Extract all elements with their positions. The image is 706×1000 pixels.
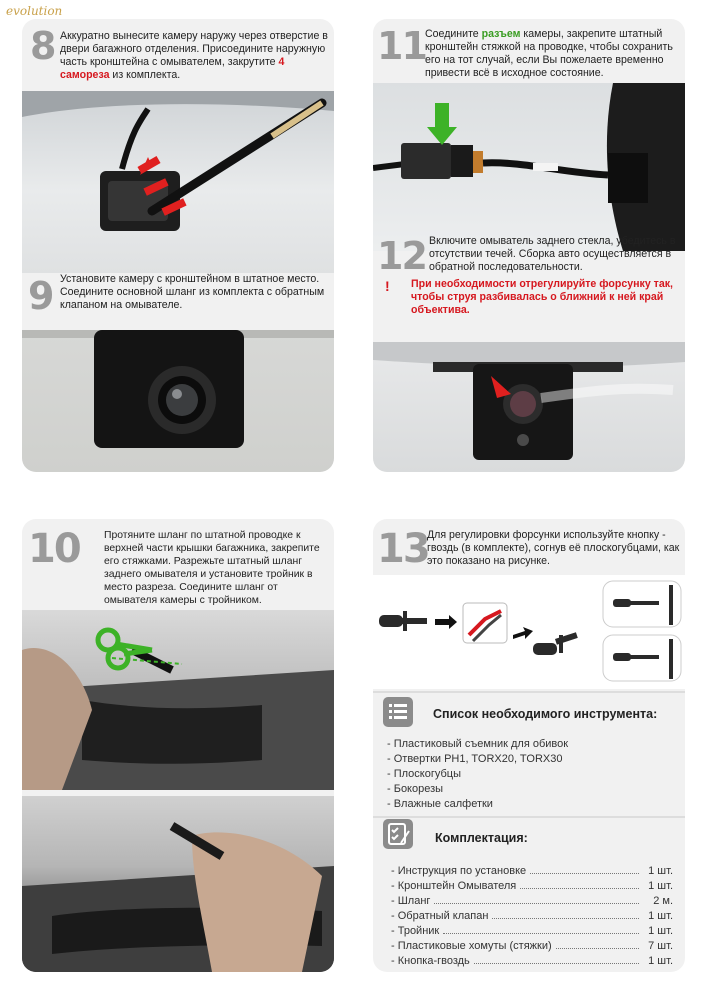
tool-item: - Влажные салфетки: [387, 798, 493, 810]
kit-item: - Кнопка-гвоздь 1 шт.: [391, 955, 673, 967]
tool-item: - Отвертки PH1, TORX20, TORX30: [387, 753, 563, 765]
card-step-10: [22, 519, 334, 972]
step-10-text: Протяните шланг по штатной проводке к верхней части крышки багажника, закрепите его стяжками. Разрежьте штатный шланг заднего омывателя и установите тройник в место разреза. Соедините шланг от омывателя камеры с тройником.: [104, 530, 320, 606]
tools-divider: [373, 691, 685, 693]
pliers-icon: [463, 603, 507, 643]
warning-icon: !: [385, 278, 390, 294]
tool-item: - Плоскогубцы: [387, 768, 461, 780]
step-9-number: 9: [28, 274, 53, 318]
step-12-number: 12: [377, 234, 426, 278]
step-9-text: Установите камеру с кронштейном в штатное место. Соедините основной шланг из комплекта с обратным клапаном на омывателе.: [60, 273, 325, 311]
kit-title: Комплектация:: [435, 831, 528, 845]
step-11-connector-highlight: разъем: [481, 28, 521, 40]
tools-title: Список необходимого инструмента:: [433, 707, 658, 721]
step-8-text: Аккуратно вынесите камеру наружу через отверстие в двери багажного отделения. Присоедините наружную часть кронштейна с омывателем, закрутите 4 самореза из комплекта.: [60, 30, 328, 81]
step-13-text: Для регулировки форсунки используйте кнопку - гвоздь (в комплекте), согнув её плоскогубцами, как это показано на рисунке.: [427, 529, 680, 567]
checklist-icon: [383, 819, 413, 849]
card-step-13: [373, 519, 685, 972]
step-9-photo: [22, 330, 334, 472]
step-8-photo: [22, 91, 334, 273]
push-nail-icon: [379, 611, 427, 631]
kit-item: - Инструкция по установке 1 шт.: [391, 865, 673, 877]
step-12-warning: При необходимости отрегулируйте форсунку так, чтобы струя разбивалась о ближний к ней край объектива.: [411, 278, 673, 316]
kit-divider: [373, 816, 685, 818]
step-12-photo: [373, 342, 685, 472]
step-11-text: Соедините разъем камеры, закрепите штатный кронштейн стяжкой на проводке, чтобы сохранить его на тот случай, если Вы пожелаете временно привести всё в исходное состояние.: [425, 28, 673, 79]
kit-item: - Кронштейн Омывателя 1 шт.: [391, 880, 673, 892]
step-13-number: 13: [377, 526, 429, 572]
brand-watermark: evolution: [6, 4, 63, 18]
nail-bending-diagram: [373, 575, 685, 689]
step-8-number: 8: [30, 24, 55, 68]
kit-item: - Шланг 2 м.: [391, 895, 673, 907]
step-8-screws-highlight: 4 самореза: [60, 56, 285, 81]
step-10-photo-bottom: [22, 796, 334, 972]
tool-item: - Пластиковый съемник для обивок: [387, 738, 569, 750]
bent-nail-icon: [533, 632, 578, 655]
step-12-text: Включите омыватель заднего стекла, убедитесь в отсутствии течей. Сборка авто осуществляется в обратной последовательности.: [429, 235, 676, 273]
step-11-number: 11: [377, 24, 426, 68]
tool-item: - Бокорезы: [387, 783, 444, 795]
kit-item: - Тройник 1 шт.: [391, 925, 673, 937]
kit-item: - Обратный клапан 1 шт.: [391, 910, 673, 922]
step-10-photo-top: [22, 610, 334, 790]
step-10-number: 10: [28, 526, 80, 572]
step-11-photo: [373, 83, 685, 251]
kit-item: - Пластиковые хомуты (стяжки) 7 шт.: [391, 940, 673, 952]
card-step-8-9: [22, 19, 334, 472]
list-icon: [383, 697, 413, 727]
card-step-11-12: [373, 19, 685, 472]
